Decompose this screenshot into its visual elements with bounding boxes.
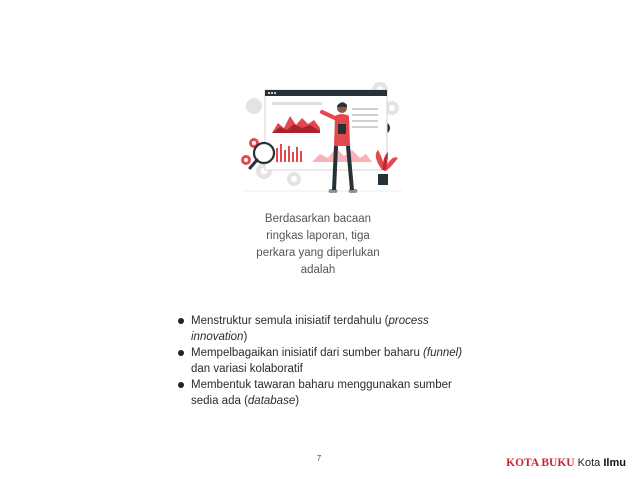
- intro-line: perkara yang diperlukan: [256, 247, 380, 259]
- bullet-emphasis: (funnel): [423, 347, 463, 359]
- brand-secondary: Kota: [577, 457, 601, 469]
- bullet-emphasis: database: [247, 395, 296, 407]
- bullet-item: [176, 345, 506, 377]
- bullet-emphasis: process: [388, 315, 429, 327]
- intro-line: adalah: [300, 264, 336, 276]
- brand-logo: [506, 456, 626, 470]
- brand-primary: KOTA BUKU: [506, 457, 575, 469]
- bullet-dot-icon: [178, 382, 184, 388]
- bullet-dot-icon: [178, 350, 184, 356]
- data-analysis-illustration: [232, 78, 410, 196]
- bullet-item: [176, 377, 506, 409]
- bullet-text: Menstruktur semula inisiatif terdahulu (: [191, 315, 389, 327]
- bullet-dot-icon: [178, 318, 184, 324]
- intro-line: Berdasarkan bacaan: [264, 213, 372, 225]
- page-number: 7: [316, 454, 322, 463]
- bullet-text: sedia ada (: [191, 395, 248, 407]
- bullet-text: ): [295, 395, 300, 407]
- intro-paragraph: [218, 211, 418, 279]
- screen-titlebar: [265, 90, 387, 96]
- bullet-text: dan variasi kolaboratif: [191, 363, 303, 375]
- brand-tertiary: Ilmu: [603, 457, 626, 469]
- intro-line: ringkas laporan, tiga: [266, 230, 370, 242]
- bullet-text: ): [243, 331, 248, 343]
- bullet-item: [176, 313, 506, 345]
- bullet-list: [176, 313, 506, 409]
- bullet-text: Membentuk tawaran baharu menggunakan sumber: [191, 379, 452, 391]
- bullet-emphasis: innovation: [191, 331, 244, 343]
- bullet-text: Mempelbagaikan inisiatif dari sumber baharu: [191, 347, 424, 359]
